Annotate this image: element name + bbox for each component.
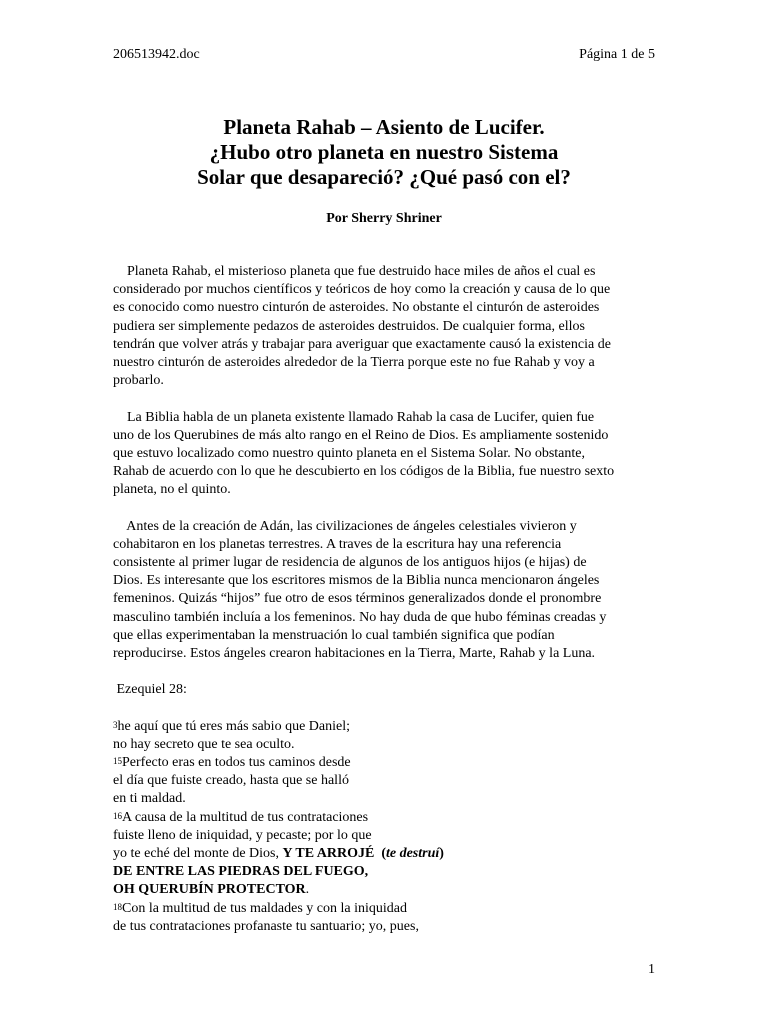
verse-text: . <box>305 882 310 898</box>
header-page-info: Página 1 de 5 <box>579 47 655 62</box>
paragraph-line: uno de los Querubines de más alto rango en el Reino de Dios. Es ampliamente sostenido <box>113 427 609 443</box>
paragraph-line: pudiera ser simplemente pedazos de asteroides destruidos. De cualquier forma, ellos <box>113 318 585 334</box>
paragraph-line: consistente al primer lugar de residencia de algunos de los antiguos hijos (e hijas) de <box>113 555 587 570</box>
paragraph-line: Antes de la creación de Adán, las civilizaciones de ángeles celestiales vivieron y <box>113 518 577 534</box>
paragraph-line: que estuvo localizado como nuestro quinto planeta en el Sistema Solar. No obstante, <box>113 445 586 461</box>
title-line-3: Solar que desapareció? ¿Qué pasó con el? <box>197 165 571 189</box>
header-filename: 206513942.doc <box>113 47 200 62</box>
title-line-2: ¿Hubo otro planeta en nuestro Sistema <box>209 140 559 164</box>
document-body <box>113 263 658 936</box>
verse-text: no hay secreto que te sea oculto. <box>113 736 295 752</box>
verse-text: en ti maldad. <box>113 791 186 807</box>
paragraph-line: considerado por muchos científicos y teóricos de hoy como la creación y causa de lo que <box>113 282 611 298</box>
author-byline: Por Sherry Shriner <box>326 211 442 226</box>
paragraph-line: nuestro cinturón de asteroides alrededor de la Tierra porque este no fue Rahab y voy a <box>113 354 595 370</box>
verse-text: de tus contrataciones profanaste tu santuario; yo, pues, <box>113 918 419 934</box>
paragraph-line: femeninos. Quizás “hijos” fue otro de esos términos generalizados donde el pronombre <box>113 591 602 607</box>
verse-annotation: te destruí <box>385 846 440 861</box>
paragraph-line: reproducirse. Estos ángeles crearon habitaciones en la Tierra, Marte, Rahab y la Luna. <box>113 645 596 661</box>
paragraph-line: probarlo. <box>113 373 164 389</box>
page-number: 1 <box>648 962 655 977</box>
verse-emphasis: Y TE ARROJÉ ( <box>282 846 386 861</box>
verse-text: el día que fuiste creado, hasta que se halló <box>113 773 349 789</box>
verse-number: 3 <box>113 719 118 730</box>
scripture-reference: Ezequiel 28: <box>113 682 187 698</box>
verse-text: A causa de la multitud de tus contrataciones <box>122 809 369 825</box>
verse-text: Con la multitud de tus maldades y con la iniquidad <box>122 900 408 916</box>
document-title <box>113 115 655 190</box>
verse-number: 18 <box>113 901 122 912</box>
paragraph-line: es conocido como nuestro cinturón de asteroides. No obstante el cinturón de asteroides <box>113 300 600 316</box>
verse-number: 16 <box>113 810 122 821</box>
verse-emphasis: OH QUERUBÍN PROTECTOR <box>113 882 306 898</box>
verse-text: fuiste lleno de iniquidad, y pecaste; por lo que <box>113 827 372 843</box>
paragraph-line: Dios. Es interesante que los escritores mismos de la Biblia nunca mencionaron ángeles <box>113 573 600 589</box>
paragraph-line: tendrán que volver atrás y trabajar para averiguar que exactamente causó la existencia de <box>113 336 611 352</box>
verse-number: 15 <box>113 756 122 767</box>
paragraph-line: planeta, no el quinto. <box>113 482 231 498</box>
paragraph-line: Planeta Rahab, el misterioso planeta que fue destruido hace miles de años el cual es <box>113 264 596 279</box>
paragraph-line: que ellas experimentaban la menstruación lo cual también significa que podían <box>113 627 555 643</box>
title-line-1: Planeta Rahab – Asiento de Lucifer. <box>223 115 545 139</box>
verse-text: Perfecto eras en todos tus caminos desde <box>122 755 351 771</box>
paragraph-2 <box>113 409 658 500</box>
verse-emphasis: DE ENTRE LAS PIEDRAS DEL FUEGO, <box>113 864 369 880</box>
paragraph-1 <box>113 263 658 390</box>
verse-text: yo te eché del monte de Dios, <box>113 846 283 861</box>
paragraph-line: La Biblia habla de un planeta existente llamado Rahab la casa de Lucifer, quien fue <box>113 409 595 425</box>
scripture-quote <box>113 718 658 936</box>
paragraph-line: masculino también incluía a los femeninos. No hay duda de que hubo féminas creadas y <box>113 609 607 625</box>
paragraph-3 <box>113 518 658 664</box>
verse-text: he aquí que tú eres más sabio que Daniel; <box>117 718 350 734</box>
paragraph-line: Rahab de acuerdo con lo que he descubierto en los códigos de la Biblia, fue nuestro sexto <box>113 464 615 480</box>
paragraph-line: cohabitaron en los planetas terrestres. A traves de la escritura hay una referencia <box>113 536 562 552</box>
verse-emphasis: ) <box>439 846 444 861</box>
